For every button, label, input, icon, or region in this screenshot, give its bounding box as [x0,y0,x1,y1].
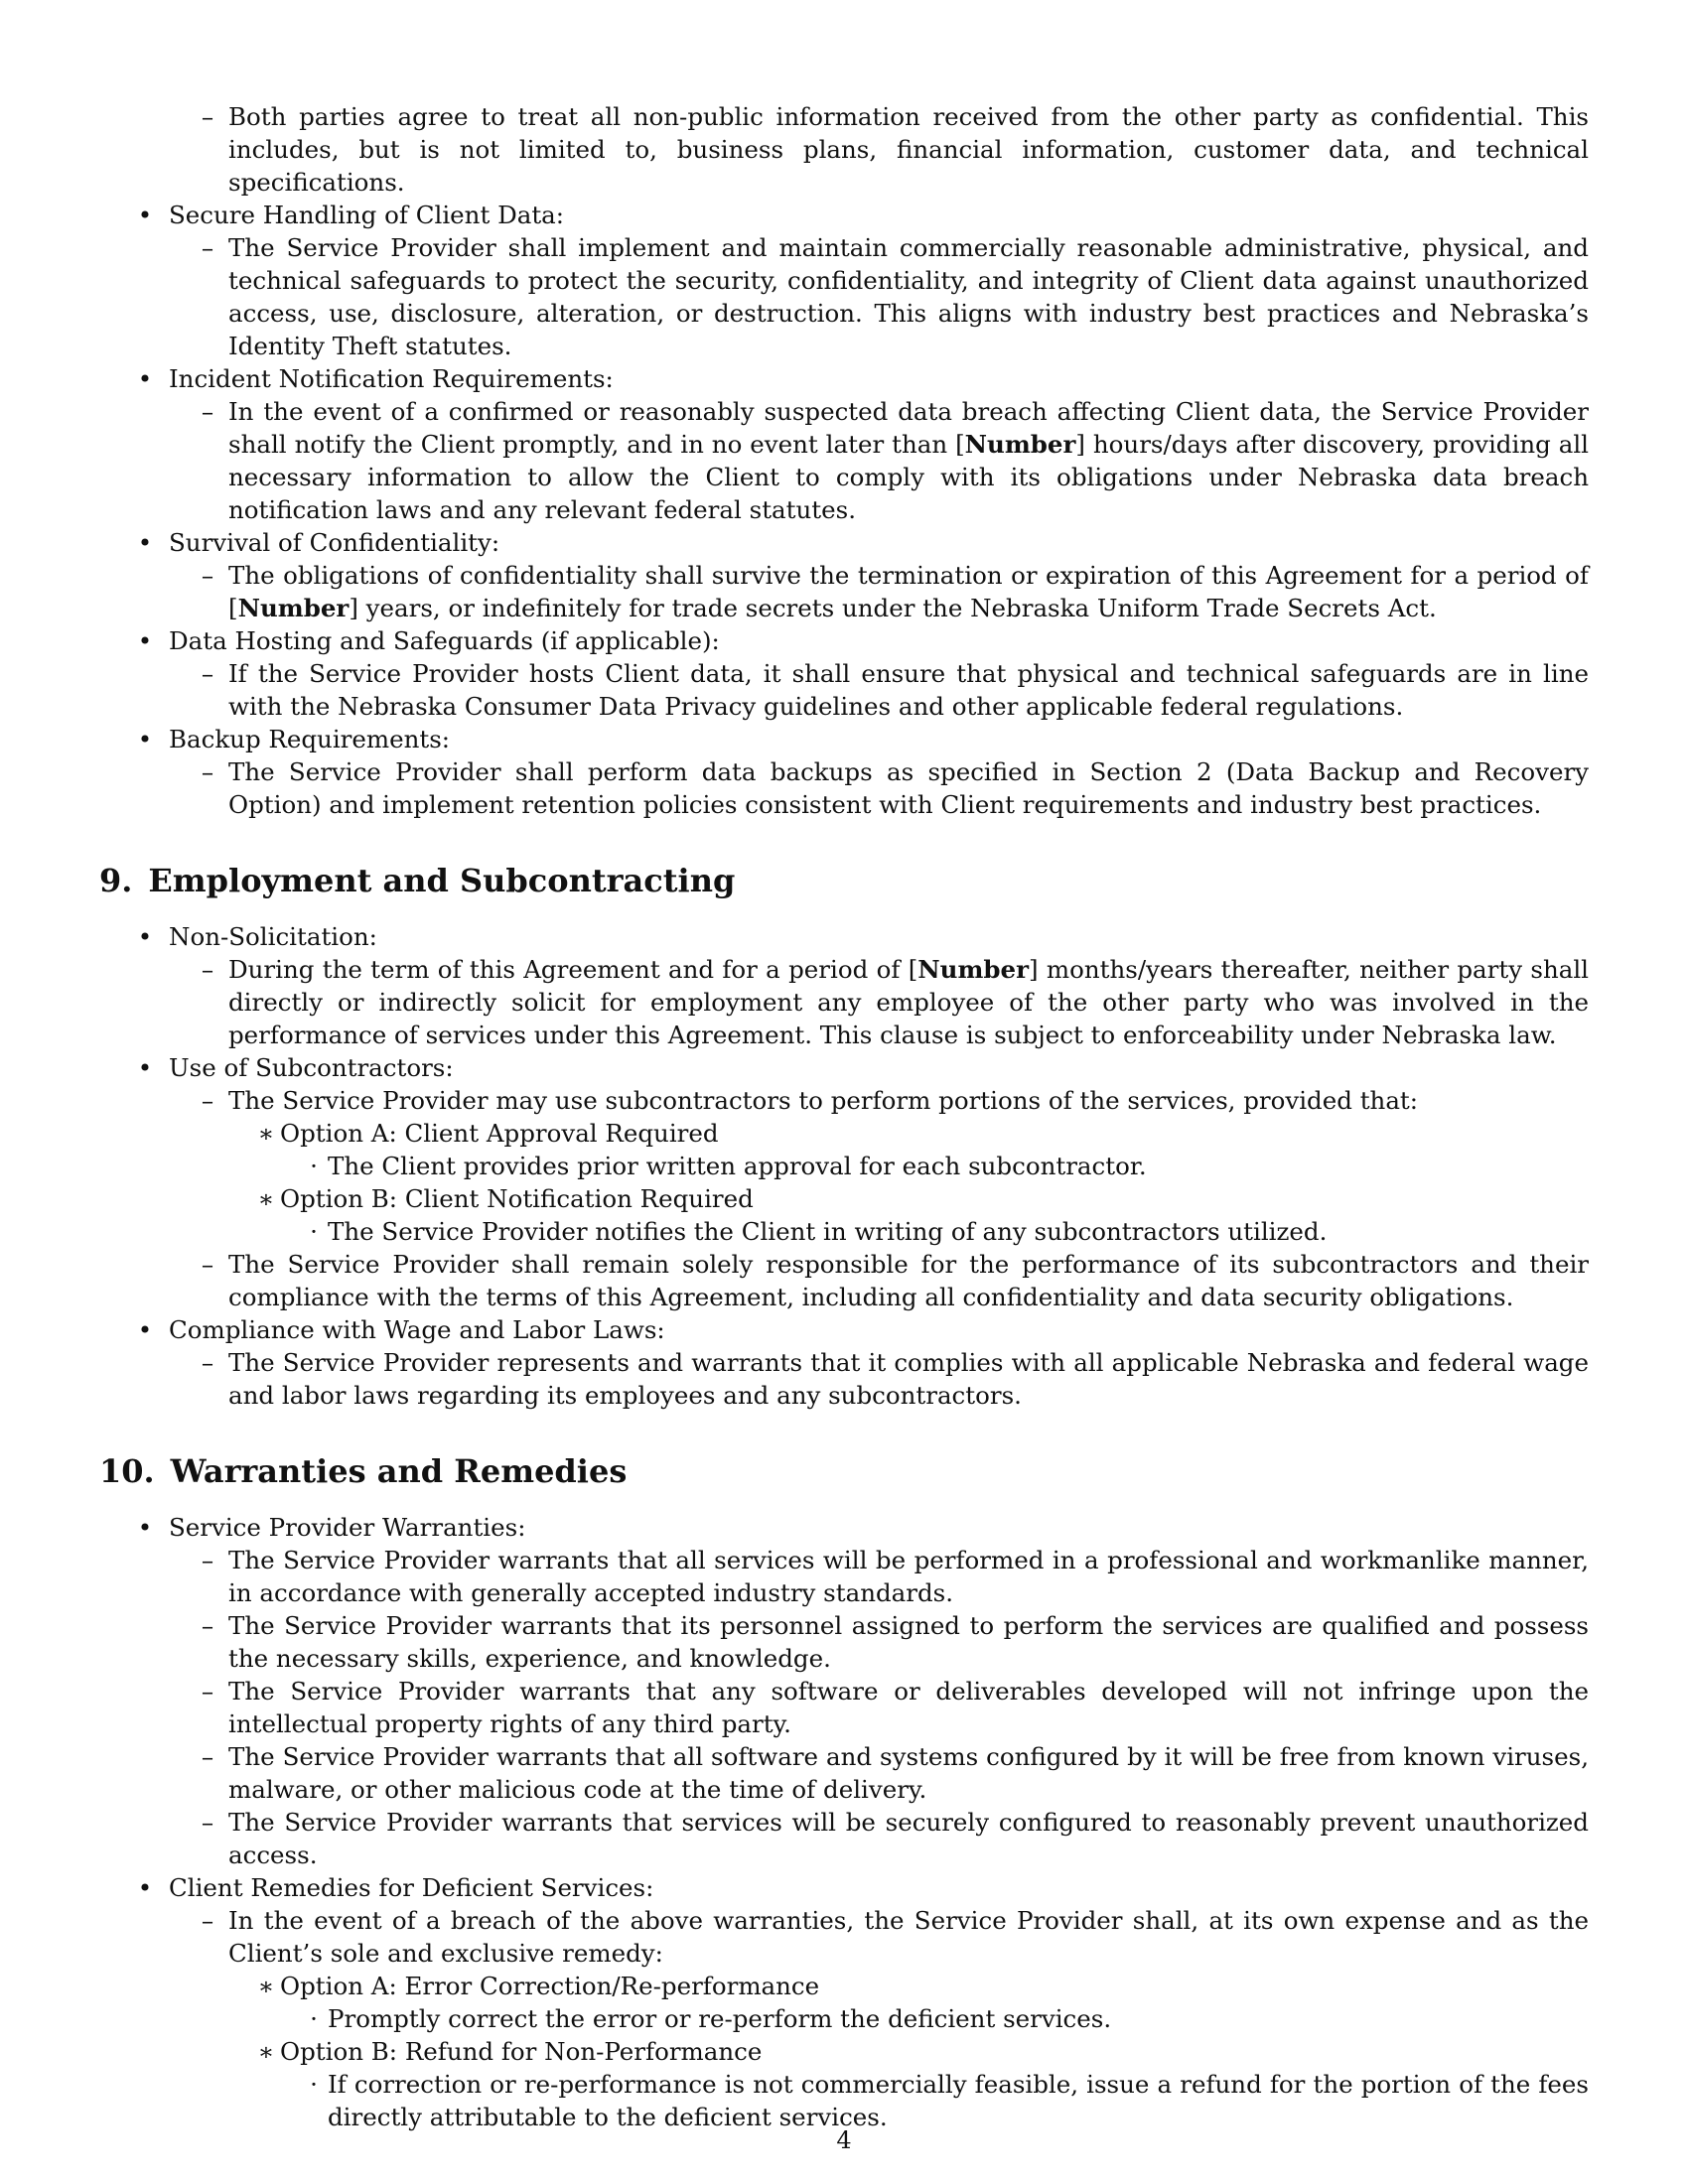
section-10 [99,1451,1589,2133]
list-item [99,920,1589,953]
list-item-text: Promptly correct the error or re-perform the deficient services. [328,2004,1112,2033]
dash-marker: – [201,102,214,131]
section-heading [99,861,1589,900]
list-item-text: The Service Provider represents and warrants that it complies with all applicable Nebraska and federal wage and labor laws regarding its employees and any subcontractors. [228,1348,1589,1410]
list-item-text: In the event of a confirmed or reasonably suspected data breach affecting Client data, the Service Provider shall notify the Client promptly, and in no event later than [Number] hours/days after discovery, providing all necessary information to allow the Client to comply with its obligations under Nebraska data breach notification laws and any relevant federal statutes. [228,397,1590,524]
list-item-text: Compliance with Wage and Labor Laws: [169,1315,665,1344]
list-item [99,1675,1589,1740]
list-item [99,1871,1589,1904]
placeholder-number: Number [237,594,350,622]
bullet-marker: • [137,1873,153,1902]
list-item-text: The Service Provider warrants that all software and systems configured by it will be free from known viruses, malware, or other malicious code at the time of delivery. [228,1742,1589,1804]
clause-list [99,920,1589,1412]
list-item-text: The obligations of confidentiality shall survive the termination or expiration of this Agreement for a period of [Number] years, or indefinitely for trade secrets under the Nebraska Uniform Trade Secrets Act. [228,561,1589,622]
dash-marker: – [201,1250,214,1279]
list-item-text: Secure Handling of Client Data: [169,201,565,229]
bullet-marker: • [137,1315,153,1344]
bullet-marker: • [137,626,153,655]
asterisk-marker: ∗ [257,1972,275,2000]
dash-marker: – [201,1348,214,1377]
list-item-text: The Client provides prior written approval for each subcontractor. [328,1152,1147,1180]
list-item-text: Both parties agree to treat all non-public information received from the other party as confidential. This includes, but is not limited to, business plans, financial information, customer data, and technical specifications. [228,102,1589,197]
dash-marker: – [201,1808,214,1837]
section-9 [99,861,1589,1412]
list-item [99,1970,1589,2002]
list-item-text: Backup Requirements: [169,725,451,753]
list-item-text: The Service Provider warrants that services will be securely configured to reasonably prevent unauthorized access. [228,1808,1589,1869]
dash-marker: – [201,233,214,262]
document-body [99,100,1589,2133]
dash-marker: – [201,1906,214,1935]
dash-marker: – [201,1546,214,1574]
list-item [99,1215,1589,1248]
list-item [99,1511,1589,1544]
list-item-text: During the term of this Agreement and for a period of [Number] months/years thereafter, neither party shall directly or indirectly solicit for employment any employee of the other party who was involved in the performance of services under this Agreement. This clause is subject to enforceability under Nebraska law. [228,955,1589,1049]
list-item-text: Service Provider Warranties: [169,1513,526,1542]
list-item [99,1084,1589,1117]
dash-marker: – [201,955,214,984]
bullet-marker: • [137,1053,153,1082]
list-item-text: Client Remedies for Deficient Services: [169,1873,654,1902]
dot-marker: · [310,2070,318,2099]
list-item [99,953,1589,1051]
list-item-text: Non-Solicitation: [169,922,377,951]
list-item-text: Option A: Error Correction/Re-performance [280,1972,820,2000]
list-item-text: Data Hosting and Safeguards (if applicable): [169,626,720,655]
list-item [99,1182,1589,1215]
list-item [99,1544,1589,1609]
list-item-text: If the Service Provider hosts Client data, it shall ensure that physical and technical safeguards are in line with the Nebraska Consumer Data Privacy guidelines and other applicable federal regulations. [228,659,1589,721]
list-item [99,1346,1589,1412]
list-item [99,1150,1589,1182]
bullet-marker: • [137,201,153,229]
asterisk-marker: ∗ [257,1184,275,1213]
list-item-text: The Service Provider warrants that all services will be performed in a professional and workmanlike manner, in accordance with generally accepted industry standards. [228,1546,1589,1607]
list-item-text: The Service Provider shall implement and maintain commercially reasonable administrative, physical, and technical safeguards to protect the security, confidentiality, and integrity of Client data against unauthorized access, use, disclosure, alteration, or destruction. This aligns with industry best practices and Nebraska’s Identity Theft statutes. [228,233,1589,360]
list-item-text: The Service Provider shall remain solely responsible for the performance of its subcontractors and their compliance with the terms of this Agreement, including all confidentiality and data security obligations. [228,1250,1589,1311]
list-item [99,755,1589,821]
list-item [99,657,1589,723]
section-number: 10. [99,1452,155,1490]
placeholder-number: Number [964,430,1076,459]
dot-marker: · [310,1152,318,1180]
dash-marker: – [201,1611,214,1640]
list-item-text: Option B: Client Notification Required [280,1184,754,1213]
bullet-marker: • [137,1513,153,1542]
list-item-text: The Service Provider may use subcontractors to perform portions of the services, provided that: [228,1086,1419,1115]
section-title: Warranties and Remedies [170,1452,628,1490]
list-item [99,362,1589,395]
list-item [99,1117,1589,1150]
list-item-text: Option B: Refund for Non-Performance [280,2037,763,2066]
asterisk-marker: ∗ [257,2037,275,2066]
clause-list [99,100,1589,821]
dash-marker: – [201,1086,214,1115]
bullet-marker: • [137,922,153,951]
page-number: 4 [836,2126,852,2154]
list-item-text: Survival of Confidentiality: [169,528,500,557]
list-item-text: The Service Provider warrants that its personnel assigned to perform the services are qualified and possess the necessary skills, experience, and knowledge. [228,1611,1589,1673]
list-item [99,723,1589,755]
dash-marker: – [201,397,214,426]
placeholder-number: Number [917,955,1030,984]
section-title: Employment and Subcontracting [148,862,736,899]
bullet-marker: • [137,528,153,557]
list-item-text: The Service Provider shall perform data backups as specified in Section 2 (Data Backup and Recovery Option) and implement retention policies consistent with Client requirements and industry best practices. [228,757,1589,819]
dash-marker: – [201,1677,214,1706]
list-item [99,231,1589,362]
list-item-text: Use of Subcontractors: [169,1053,454,1082]
dash-marker: – [201,659,214,688]
dot-marker: · [310,2004,318,2033]
list-item [99,1051,1589,1084]
bullet-marker: • [137,725,153,753]
list-item-text: The Service Provider warrants that any software or deliverables developed will not infringe upon the intellectual property rights of any third party. [228,1677,1589,1738]
list-item [99,395,1589,526]
list-item [99,1806,1589,1871]
list-item-text: The Service Provider notifies the Client in writing of any subcontractors utilized. [328,1217,1328,1246]
dash-marker: – [201,1742,214,1771]
section-number: 9. [99,862,133,899]
list-item [99,100,1589,199]
section-continued [99,100,1589,821]
list-item-text: Incident Notification Requirements: [169,364,614,393]
list-item [99,1904,1589,1970]
list-item-text: If correction or re-performance is not commercially feasible, issue a refund for the portion of the fees directly attributable to the deficient services. [328,2070,1589,2131]
dot-marker: · [310,1217,318,1246]
dash-marker: – [201,757,214,786]
bullet-marker: • [137,364,153,393]
list-item [99,2035,1589,2068]
asterisk-marker: ∗ [257,1119,275,1148]
list-item-text: Option A: Client Approval Required [280,1119,719,1148]
list-item [99,2002,1589,2035]
list-item-text: In the event of a breach of the above warranties, the Service Provider shall, at its own expense and as the Client’s sole and exclusive remedy: [228,1906,1589,1968]
clause-list [99,1511,1589,2133]
list-item [99,526,1589,559]
list-item [99,1248,1589,1313]
list-item [99,1740,1589,1806]
list-item [99,559,1589,624]
list-item [99,1313,1589,1346]
list-item [99,1609,1589,1675]
list-item [99,624,1589,657]
list-item [99,199,1589,231]
section-heading [99,1451,1589,1491]
dash-marker: – [201,561,214,590]
